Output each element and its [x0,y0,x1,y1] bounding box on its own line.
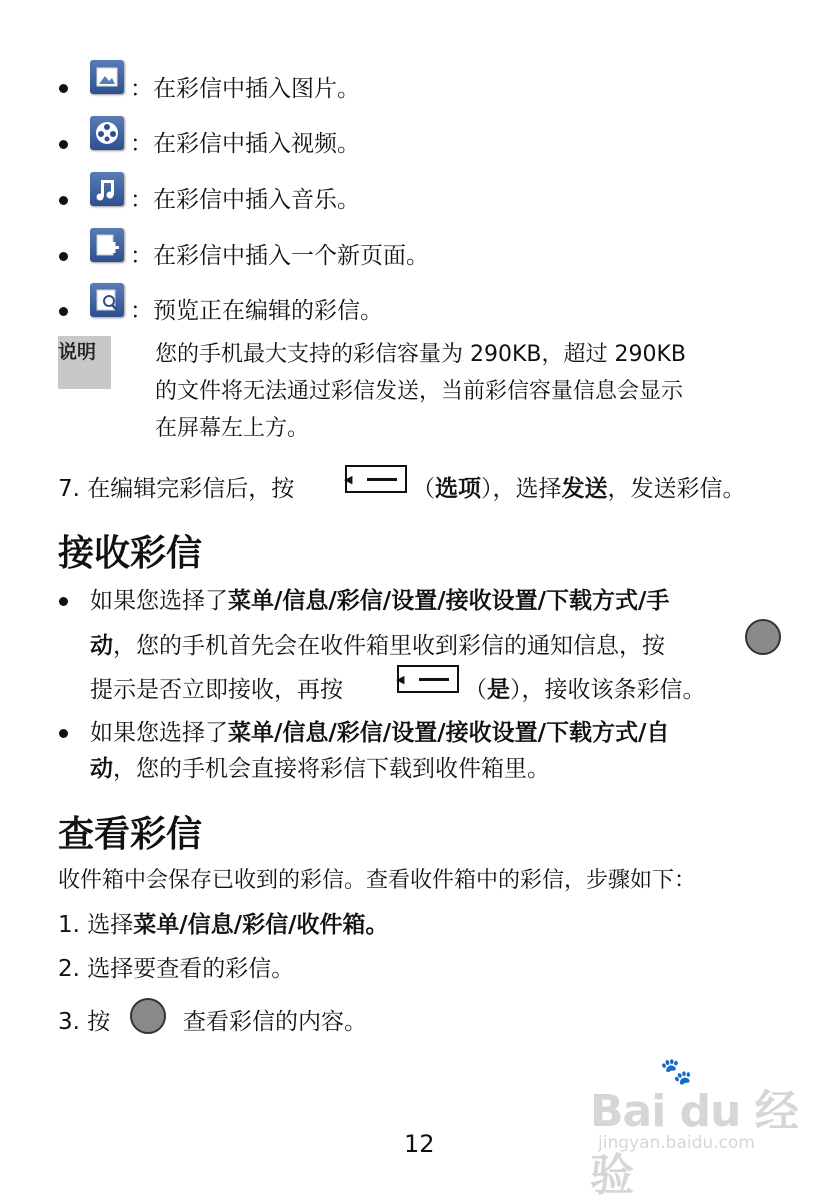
receive-bullet-1-line-3 [90,675,343,705]
section-title-view: 查看彩信 [58,814,203,855]
view-step-2: 2. 选择要查看的彩信。 [58,956,295,982]
text: ，您的手机首先会在收件箱里收到彩信的通知信息，按 [113,633,665,659]
step-7-mid: ），选择 [481,476,562,502]
bullet [59,307,68,316]
view-step-3-prefix: 3. 按 [58,1009,111,1035]
view-step-3-rest: 查看彩信的内容。 [183,1009,367,1035]
bullet [59,196,68,205]
menu-path: 菜单/信息/彩信/收件箱 [133,912,366,938]
list-item-text: ：在彩信中插入视频。 [130,131,360,157]
insert-picture-icon [90,60,124,94]
view-step-1 [58,910,388,940]
bullet [59,84,68,93]
left-softkey-icon: ◀ [397,665,459,693]
bullet [59,252,68,261]
ok-key-icon [130,998,166,1034]
list-item-text: ：预览正在编辑的彩信。 [130,298,383,324]
note-line: 在屏幕左上方。 [155,416,310,441]
step-7-rest [412,474,746,504]
note-line: 您的手机最大支持的彩信容量为 290KB，超过 290KB [155,342,687,367]
text: 如果您选择了 [90,720,228,746]
send-label: 发送 [561,476,608,502]
receive-bullet-2-line-1 [90,718,669,748]
list-item-text: ：在彩信中插入一个新页面。 [130,243,429,269]
step-7-prefix: 7. 在编辑完彩信后，按 [58,476,295,502]
list-item-text: ：在彩信中插入音乐。 [130,187,360,213]
menu-path: 动 [90,756,113,782]
left-softkey-icon: ◀ [345,465,407,493]
text: 提示是否立即接收，再按 [90,677,343,703]
text: ），接收该条彩信。 [510,677,706,703]
receive-bullet-1-line-3-end [464,675,706,705]
paren: （ [412,476,435,502]
insert-video-icon [90,116,124,150]
bullet [59,140,68,149]
insert-music-icon [90,172,124,206]
bullet [59,597,68,606]
view-intro: 收件箱中会保存已收到的彩信。查看收件箱中的彩信，步骤如下： [58,868,697,893]
receive-bullet-2-line-2 [90,754,550,784]
paw-icon: 🐾 [660,1057,693,1087]
step-7-suffix: ，发送彩信。 [607,476,746,502]
menu-path: 菜单/信息/彩信/设置/接收设置/下载方式/自 [228,720,670,746]
receive-bullet-1-line-2 [90,631,665,661]
watermark-url: jingyan.baidu.com [598,1133,755,1153]
text: 1. 选择 [58,912,134,938]
note-label: 说明 [58,341,97,363]
insert-new-page-icon [90,228,124,262]
watermark [590,1057,840,1203]
section-title-receive: 接收彩信 [58,533,203,574]
text: 如果您选择了 [90,588,228,614]
list-item-text: ：在彩信中插入图片。 [130,76,360,102]
preview-icon [90,283,124,317]
step-7 [58,474,294,504]
receive-bullet-1-line-1 [90,586,669,616]
options-label: 选项 [435,476,481,502]
note-line: 的文件将无法通过彩信发送，当前彩信容量信息会显示 [155,379,684,404]
page-number: 12 [404,1130,435,1158]
bullet [59,729,68,738]
watermark-brand: Bai du 经验 [590,1086,798,1201]
menu-path: 动 [90,633,113,659]
ok-key-icon [745,619,781,655]
paren: （ [464,677,487,703]
text: ，您的手机会直接将彩信下载到收件箱里。 [113,756,550,782]
text: 。 [365,912,389,938]
yes-label: 是 [487,677,510,703]
menu-path: 菜单/信息/彩信/设置/接收设置/下载方式/手 [228,588,670,614]
